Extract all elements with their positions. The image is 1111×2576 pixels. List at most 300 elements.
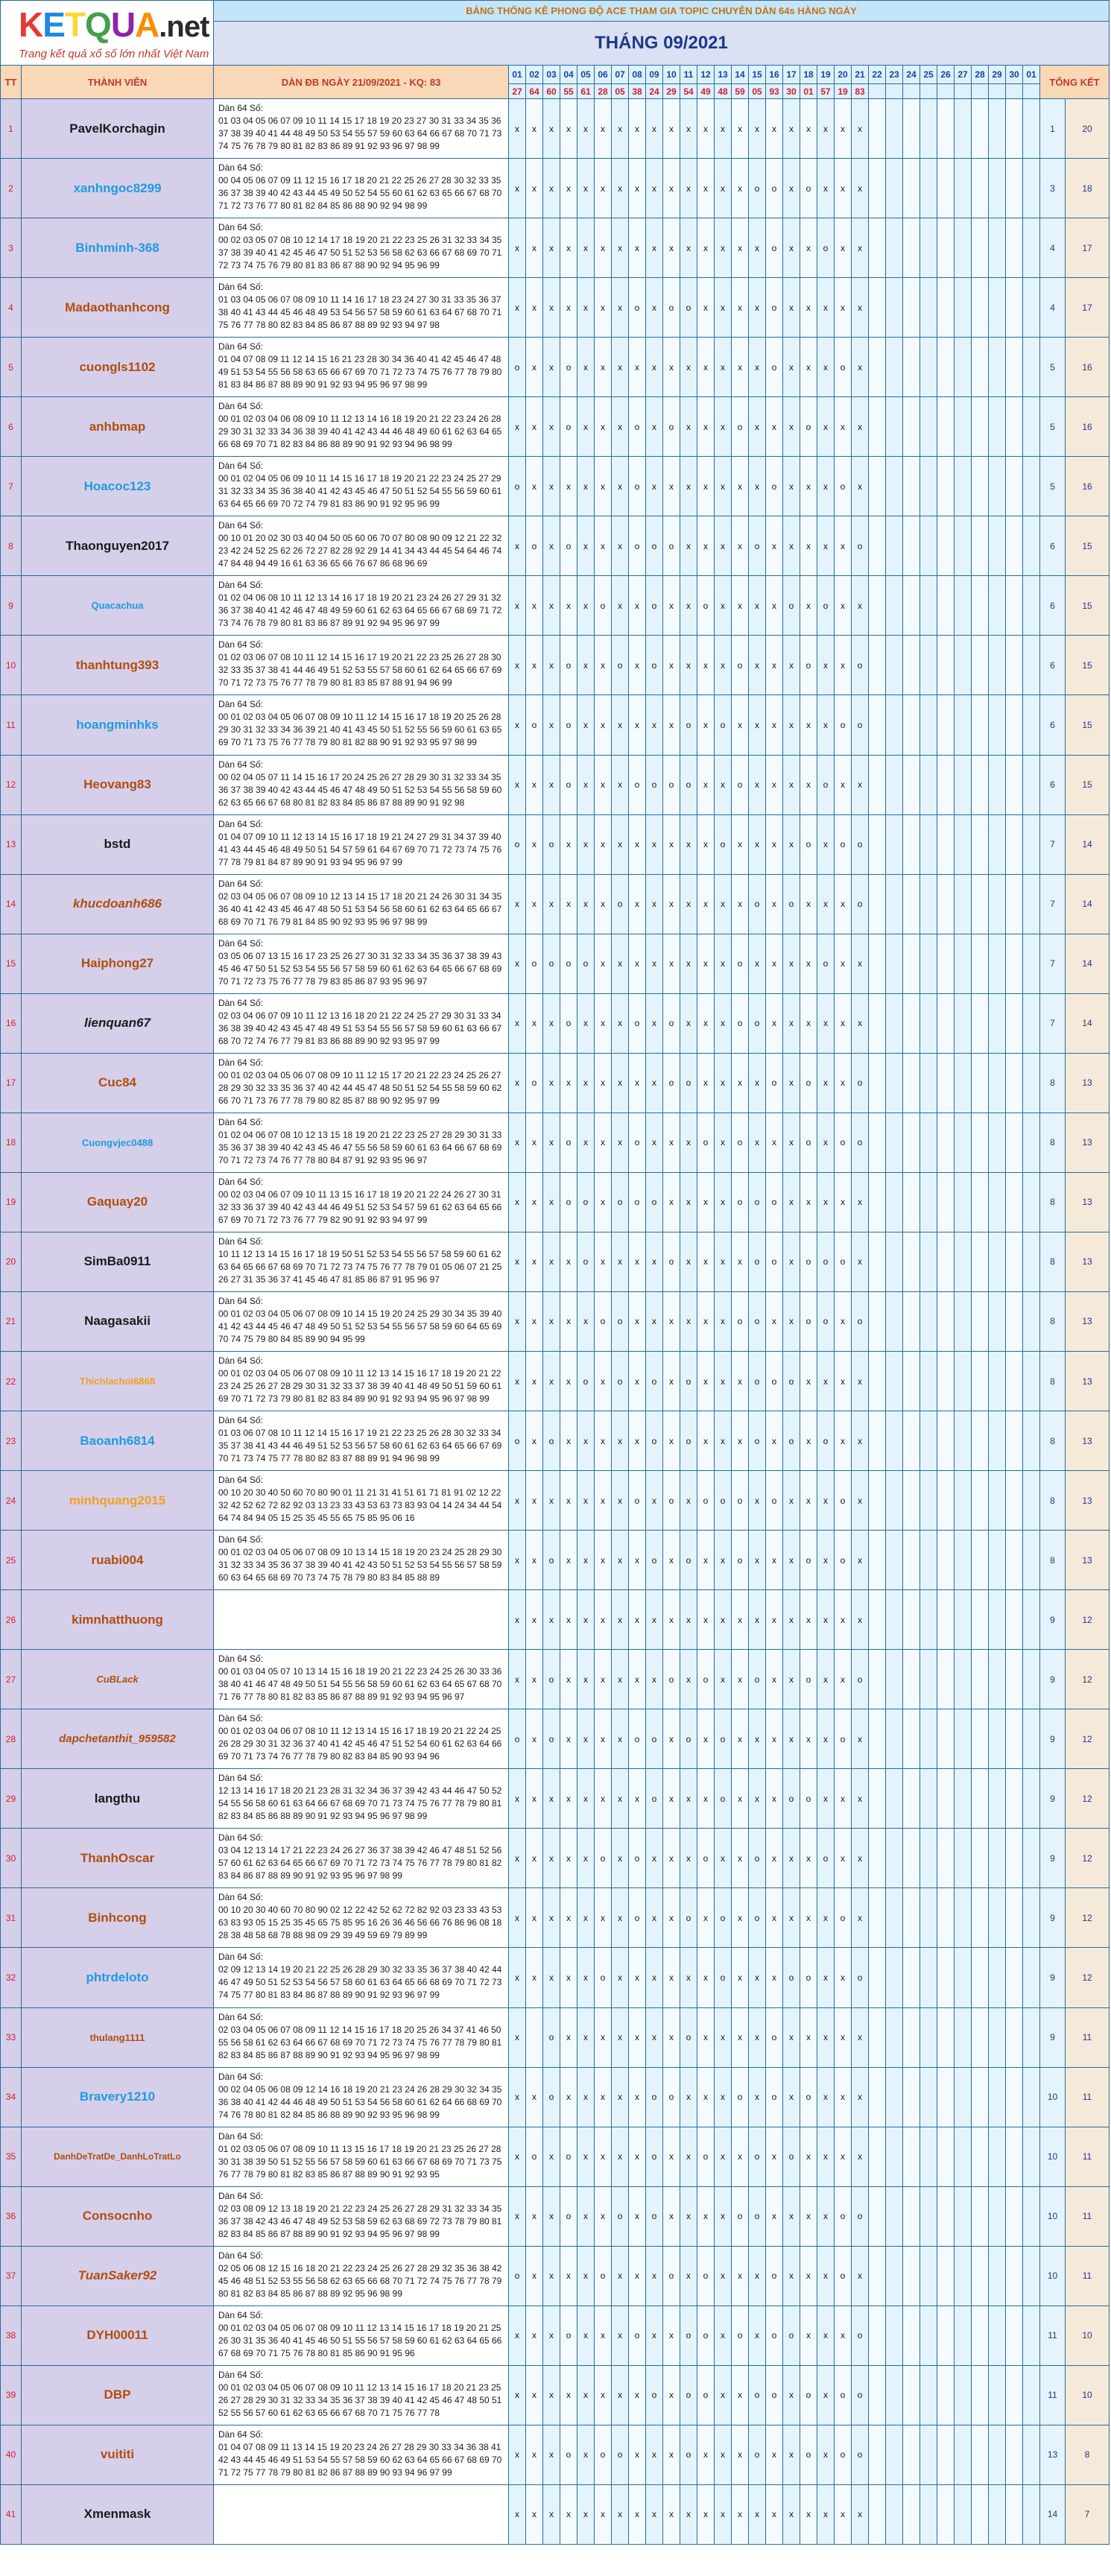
total-count: 11 (1066, 2127, 1110, 2186)
day-mark: x (577, 1113, 595, 1172)
hit-count: 8 (1040, 1113, 1066, 1172)
day-mark: x (646, 1948, 663, 2007)
day-mark: x (715, 2186, 732, 2246)
day-mark (937, 397, 955, 457)
hit-count: 8 (1040, 1232, 1066, 1291)
day-mark: x (783, 1053, 800, 1113)
day-mark: x (680, 1113, 697, 1172)
number-set-values: 01 02 03 05 06 07 08 09 10 11 13 15 16 17 18 19 20 21 23 25 26 27 28 30 31 38 39 50 51 52 55 56 57 58 59 60 61 63 66 67 68 69 70 71 73 75 76 77 78 79 80 81 82 83 85 86 87 88 89 90 91 92 93 95 (218, 2143, 502, 2180)
day-mark: x (680, 1829, 697, 1888)
number-set (214, 1113, 509, 1172)
day-mark: o (509, 338, 526, 397)
day-mark: x (612, 1948, 629, 2007)
logo[interactable] (1, 1, 214, 66)
day-mark: o (646, 2186, 663, 2246)
member-name[interactable]: Thaonguyen2017 (22, 516, 214, 576)
day-mark: x (577, 695, 595, 755)
day-mark: x (749, 1113, 766, 1172)
number-set-label: Dàn 64 Số: (218, 282, 264, 293)
day-mark: x (766, 814, 783, 874)
day-mark: x (543, 755, 560, 814)
hit-count: 9 (1040, 1948, 1066, 2007)
day-mark: x (715, 2007, 732, 2067)
table-row (1, 1650, 1110, 1709)
day-mark (972, 397, 989, 457)
day-mark: x (835, 516, 852, 576)
day-mark: x (509, 2365, 526, 2425)
day-result (869, 84, 886, 99)
member-name[interactable]: bstd (22, 814, 214, 874)
hit-count: 7 (1040, 993, 1066, 1053)
day-mark: o (783, 1351, 800, 1411)
day-mark: x (629, 576, 646, 636)
hit-count: 7 (1040, 814, 1066, 874)
row-number: 9 (1, 576, 22, 636)
day-mark (989, 2246, 1006, 2306)
member-name[interactable]: Heovang83 (22, 755, 214, 814)
hit-count: 6 (1040, 516, 1066, 576)
day-mark: x (783, 1709, 800, 1769)
member-name[interactable]: ruabi004 (22, 1531, 214, 1590)
total-count: 16 (1066, 457, 1110, 516)
day-mark: x (680, 338, 697, 397)
number-set (214, 159, 509, 218)
day-mark: x (852, 2127, 869, 2186)
day-mark: x (680, 2186, 697, 2246)
day-result: 05 (612, 84, 629, 99)
day-mark: x (732, 1232, 749, 1291)
day-mark (869, 874, 886, 934)
day-mark: x (663, 636, 680, 695)
day-mark: x (697, 636, 715, 695)
day-mark: x (680, 1172, 697, 1232)
day-mark: x (715, 2306, 732, 2365)
day-mark: o (612, 2186, 629, 2246)
day-mark: o (800, 1113, 817, 1172)
day-mark (886, 814, 903, 874)
row-number: 35 (1, 2127, 22, 2186)
member-name[interactable]: DanhDeTratDe_DanhLoTratLo (22, 2127, 214, 2186)
logo-letter: E (42, 5, 65, 44)
logo-mark[interactable] (1, 5, 213, 60)
day-mark: o (766, 2246, 783, 2306)
day-mark (1006, 755, 1023, 814)
logo-suffix: .net (159, 10, 209, 43)
day-mark: x (543, 2186, 560, 2246)
day-mark (1023, 2186, 1040, 2246)
day-mark: x (646, 934, 663, 993)
number-set-values: 10 11 12 13 14 15 16 17 18 19 50 51 52 53 54 55 56 57 58 59 60 61 62 63 64 65 66 67 68 69 70 71 72 73 74 75 76 77 78 79 01 05 06 07 21 25 26 27 31 35 36 37 41 45 46 47 81 85 86 87 91 95 96 97 (218, 1248, 502, 1285)
day-mark: x (509, 2306, 526, 2365)
day-mark: x (852, 338, 869, 397)
number-set-values: 00 01 02 03 04 05 06 07 08 09 10 11 12 15 17 20 21 22 23 24 25 26 27 28 29 30 32 33 35 36 37 40 42 44 45 47 48 50 51 52 54 55 58 59 60 62 66 70 71 73 76 77 78 79 80 82 85 87 88 90 92 95 97 99 (218, 1069, 502, 1106)
day-mark: x (749, 576, 766, 636)
day-mark: x (732, 457, 749, 516)
day-mark (1023, 516, 1040, 576)
day-mark (920, 1053, 937, 1113)
number-set-label: Dàn 64 Số: (218, 1892, 264, 1903)
day-result: 01 (800, 84, 817, 99)
day-mark: x (697, 397, 715, 457)
day-mark: x (663, 2484, 680, 2544)
day-mark (955, 2365, 972, 2425)
number-set-label: Dàn 64 Số: (218, 341, 264, 352)
day-mark: o (817, 755, 835, 814)
day-mark: o (543, 1650, 560, 1709)
day-mark (869, 1709, 886, 1769)
day-mark: x (526, 1172, 543, 1232)
day-mark: x (715, 278, 732, 338)
day-mark: x (697, 1053, 715, 1113)
number-set (214, 397, 509, 457)
day-mark (989, 1650, 1006, 1709)
member-name[interactable]: vuititi (22, 2425, 214, 2484)
day-mark: o (629, 278, 646, 338)
day-mark: x (595, 2306, 612, 2365)
day-mark: x (629, 1411, 646, 1471)
day-mark: x (577, 2007, 595, 2067)
day-mark: x (509, 1948, 526, 2007)
total-count: 12 (1066, 1948, 1110, 2007)
day-mark: x (526, 1471, 543, 1531)
total-count: 12 (1066, 1829, 1110, 1888)
total-count: 17 (1066, 278, 1110, 338)
day-mark: o (697, 1829, 715, 1888)
day-mark (886, 1053, 903, 1113)
day-mark: x (766, 576, 783, 636)
day-mark: o (749, 2186, 766, 2246)
member-name[interactable]: anhbmap (22, 397, 214, 457)
day-mark (886, 159, 903, 218)
day-mark: o (663, 1650, 680, 1709)
day-mark: x (595, 457, 612, 516)
day-mark: x (852, 934, 869, 993)
day-mark: x (612, 695, 629, 755)
day-mark: x (595, 1053, 612, 1113)
day-mark: o (697, 2127, 715, 2186)
day-mark: x (509, 1590, 526, 1650)
member-name[interactable]: Binhcong (22, 1888, 214, 1948)
member-name[interactable]: thanhtung393 (22, 636, 214, 695)
day-mark: x (749, 1769, 766, 1829)
number-set (214, 1232, 509, 1291)
member-name[interactable]: SimBa0911 (22, 1232, 214, 1291)
day-mark: o (543, 814, 560, 874)
day-mark: x (749, 99, 766, 159)
day-mark (869, 814, 886, 874)
day-mark (920, 2127, 937, 2186)
day-mark (955, 576, 972, 636)
day-mark: x (800, 1709, 817, 1769)
day-mark: x (560, 1232, 577, 1291)
day-mark (1006, 1351, 1023, 1411)
member-name[interactable]: DYH00011 (22, 2306, 214, 2365)
day-mark: x (835, 1411, 852, 1471)
day-mark: x (663, 934, 680, 993)
day-mark (869, 755, 886, 814)
day-mark: x (749, 695, 766, 755)
day-mark: o (800, 2425, 817, 2484)
day-mark: x (732, 1053, 749, 1113)
total-count: 12 (1066, 1590, 1110, 1650)
day-mark: o (766, 2306, 783, 2365)
total-count: 12 (1066, 1769, 1110, 1829)
day-mark: x (612, 159, 629, 218)
member-name[interactable]: Haiphong27 (22, 934, 214, 993)
day-mark: x (509, 934, 526, 993)
row-number: 8 (1, 516, 22, 576)
day-result (972, 84, 989, 99)
member-name[interactable]: Cuc84 (22, 1053, 214, 1113)
day-mark: o (509, 1709, 526, 1769)
day-mark (1006, 636, 1023, 695)
day-mark (886, 397, 903, 457)
day-mark: x (612, 1053, 629, 1113)
member-name[interactable]: ThanhOscar (22, 1829, 214, 1888)
day-mark: o (715, 1471, 732, 1531)
member-name[interactable]: Cuongvjec0488 (22, 1113, 214, 1172)
day-mark (937, 1769, 955, 1829)
member-name[interactable]: TuanSaker92 (22, 2246, 214, 2306)
day-mark: x (595, 1232, 612, 1291)
day-mark (903, 338, 920, 397)
number-set-label: Dàn 64 Số: (218, 878, 264, 889)
day-mark: x (715, 2127, 732, 2186)
day-mark: x (629, 2365, 646, 2425)
day-mark (937, 1351, 955, 1411)
day-mark: x (646, 2425, 663, 2484)
member-name[interactable]: Binhminh-368 (22, 218, 214, 278)
day-mark (972, 2007, 989, 2067)
number-set-values: 00 02 03 05 07 08 10 12 14 17 18 19 20 21 22 23 25 26 31 32 33 34 35 37 38 39 40 41 42 45 46 47 50 51 52 53 56 58 62 63 66 67 68 69 70 71 72 73 74 75 76 79 80 81 83 86 87 88 90 92 94 95 96 99 (218, 235, 502, 271)
day-mark (886, 218, 903, 278)
day-mark: x (509, 278, 526, 338)
number-set-label: Dàn 64 Số: (218, 461, 264, 472)
day-mark: x (697, 1411, 715, 1471)
table-row (1, 218, 1110, 278)
member-name[interactable]: kimnhatthuong (22, 1590, 214, 1650)
day-mark (886, 1650, 903, 1709)
member-name[interactable]: Thichlachoi6868 (22, 1351, 214, 1411)
day-mark (937, 1948, 955, 2007)
day-mark: x (526, 1113, 543, 1172)
day-mark: x (663, 1590, 680, 1650)
total-count: 8 (1066, 2425, 1110, 2484)
day-mark (903, 1829, 920, 1888)
day-mark (937, 159, 955, 218)
day-mark (937, 1291, 955, 1351)
day-mark (1006, 1113, 1023, 1172)
hit-count: 10 (1040, 2127, 1066, 2186)
member-name[interactable]: cuongls1102 (22, 338, 214, 397)
day-mark: o (800, 397, 817, 457)
day-mark (903, 516, 920, 576)
day-mark: x (560, 457, 577, 516)
member-name[interactable]: thulang1111 (22, 2007, 214, 2067)
day-mark: x (543, 993, 560, 1053)
day-mark: x (612, 1531, 629, 1590)
day-mark: x (629, 1590, 646, 1650)
member-name[interactable]: CuBLack (22, 1650, 214, 1709)
member-name[interactable]: Consocnho (22, 2186, 214, 2246)
day-mark: x (749, 1709, 766, 1769)
table-row (1, 636, 1110, 695)
number-set (214, 1351, 509, 1411)
day-mark: x (749, 397, 766, 457)
day-result: 93 (766, 84, 783, 99)
member-name[interactable]: xanhngoc8299 (22, 159, 214, 218)
day-mark (937, 2425, 955, 2484)
member-name[interactable]: khucdoanh686 (22, 874, 214, 934)
day-mark (903, 2306, 920, 2365)
day-mark: x (646, 397, 663, 457)
day-mark (1023, 2246, 1040, 2306)
member-name[interactable]: Hoacoc123 (22, 457, 214, 516)
day-mark (903, 874, 920, 934)
day-mark: x (560, 1650, 577, 1709)
table-row (1, 397, 1110, 457)
day-mark: x (749, 278, 766, 338)
number-set-label: Dàn 64 Số: (218, 2428, 264, 2440)
day-mark (937, 2484, 955, 2544)
member-name[interactable]: DBP (22, 2365, 214, 2425)
day-mark: x (715, 1829, 732, 1888)
day-mark: o (800, 1948, 817, 2007)
day-mark: x (680, 2484, 697, 2544)
member-name[interactable]: langthu (22, 1769, 214, 1829)
day-mark (989, 457, 1006, 516)
hit-count: 5 (1040, 338, 1066, 397)
total-count: 11 (1066, 2007, 1110, 2067)
day-mark: o (509, 2246, 526, 2306)
total-count: 14 (1066, 993, 1110, 1053)
number-set-values: 03 05 06 07 13 15 16 17 23 25 26 27 30 31 32 33 34 35 36 37 38 39 43 45 46 47 50 51 52 53 54 55 56 57 58 59 60 61 62 63 64 65 66 67 68 69 70 71 72 73 75 76 77 78 79 83 85 86 87 93 95 96 97 (218, 950, 502, 987)
day-mark: o (680, 2007, 697, 2067)
day-mark: o (749, 1411, 766, 1471)
day-mark: x (577, 576, 595, 636)
member-name[interactable]: Quacachua (22, 576, 214, 636)
member-name[interactable]: PavelKorchagin (22, 99, 214, 159)
row-number: 6 (1, 397, 22, 457)
day-mark: x (577, 1590, 595, 1650)
row-number: 5 (1, 338, 22, 397)
day-mark: o (560, 695, 577, 755)
logo-letter: A (135, 5, 159, 44)
day-mark (1023, 755, 1040, 814)
day-mark: x (817, 874, 835, 934)
member-name[interactable]: Gaquay20 (22, 1172, 214, 1232)
member-name[interactable]: dapchetanthit_959582 (22, 1709, 214, 1769)
day-mark: x (852, 576, 869, 636)
day-mark: x (612, 2306, 629, 2365)
member-name[interactable]: Baoanh6814 (22, 1411, 214, 1471)
day-mark: o (629, 2306, 646, 2365)
day-mark (937, 1531, 955, 1590)
day-mark: x (749, 755, 766, 814)
member-name[interactable]: lienquan67 (22, 993, 214, 1053)
day-mark (1023, 1053, 1040, 1113)
row-number: 17 (1, 1053, 22, 1113)
day-mark: x (732, 1351, 749, 1411)
day-mark (869, 1888, 886, 1948)
member-name[interactable]: Bravery1210 (22, 2067, 214, 2127)
day-mark (1006, 1829, 1023, 1888)
day-mark: x (732, 1769, 749, 1829)
day-mark (1023, 99, 1040, 159)
day-mark (955, 457, 972, 516)
day-mark (1006, 814, 1023, 874)
day-mark (920, 1769, 937, 1829)
member-name[interactable]: minhquang2015 (22, 1471, 214, 1531)
hit-count: 8 (1040, 1411, 1066, 1471)
day-mark: x (697, 338, 715, 397)
day-mark: x (612, 1709, 629, 1769)
day-mark: o (852, 636, 869, 695)
day-mark: x (543, 338, 560, 397)
day-mark (1006, 1291, 1023, 1351)
day-header: 16 (766, 66, 783, 84)
member-name[interactable]: hoangminhks (22, 695, 214, 755)
day-mark: o (749, 1888, 766, 1948)
day-mark: x (835, 1769, 852, 1829)
day-mark: x (680, 159, 697, 218)
number-set (214, 934, 509, 993)
day-mark: x (715, 2246, 732, 2306)
day-mark (903, 2425, 920, 2484)
day-mark: x (612, 1888, 629, 1948)
number-set-values: 01 03 04 05 06 07 08 09 10 11 14 16 17 18 23 24 27 30 31 33 35 36 37 38 40 41 43 44 45 46 48 49 53 54 56 57 58 59 60 61 63 64 67 68 70 71 75 76 77 78 80 82 83 84 85 86 87 88 89 92 93 94 97 98 (218, 294, 502, 331)
day-header: 04 (560, 66, 577, 84)
day-mark (937, 934, 955, 993)
member-name[interactable]: phtrdeloto (22, 1948, 214, 2007)
day-mark (972, 1172, 989, 1232)
day-mark (1023, 1888, 1040, 1948)
day-mark: x (783, 636, 800, 695)
day-mark: o (697, 1113, 715, 1172)
hit-count: 5 (1040, 457, 1066, 516)
member-name[interactable]: Madaothanhcong (22, 278, 214, 338)
member-name[interactable]: Naagasakii (22, 1291, 214, 1351)
day-mark: x (783, 2425, 800, 2484)
day-mark: x (612, 278, 629, 338)
day-mark: o (749, 2365, 766, 2425)
day-mark: x (612, 218, 629, 278)
day-mark (937, 695, 955, 755)
hit-count: 9 (1040, 2007, 1066, 2067)
day-mark: o (663, 755, 680, 814)
day-mark: x (629, 814, 646, 874)
day-mark: x (509, 1829, 526, 1888)
day-mark (886, 695, 903, 755)
day-mark (1023, 1948, 1040, 2007)
day-mark (989, 1531, 1006, 1590)
day-mark (903, 636, 920, 695)
day-mark: x (783, 218, 800, 278)
day-mark: x (766, 1709, 783, 1769)
day-result (937, 84, 955, 99)
member-name[interactable]: Xmenmask (22, 2484, 214, 2544)
day-mark (989, 2127, 1006, 2186)
day-mark: o (715, 695, 732, 755)
day-mark (869, 2186, 886, 2246)
day-mark: o (817, 934, 835, 993)
day-mark: o (509, 457, 526, 516)
day-mark (903, 457, 920, 516)
day-mark: x (663, 1888, 680, 1948)
day-mark: x (663, 814, 680, 874)
day-mark: o (595, 1829, 612, 1888)
day-mark: x (646, 1829, 663, 1888)
